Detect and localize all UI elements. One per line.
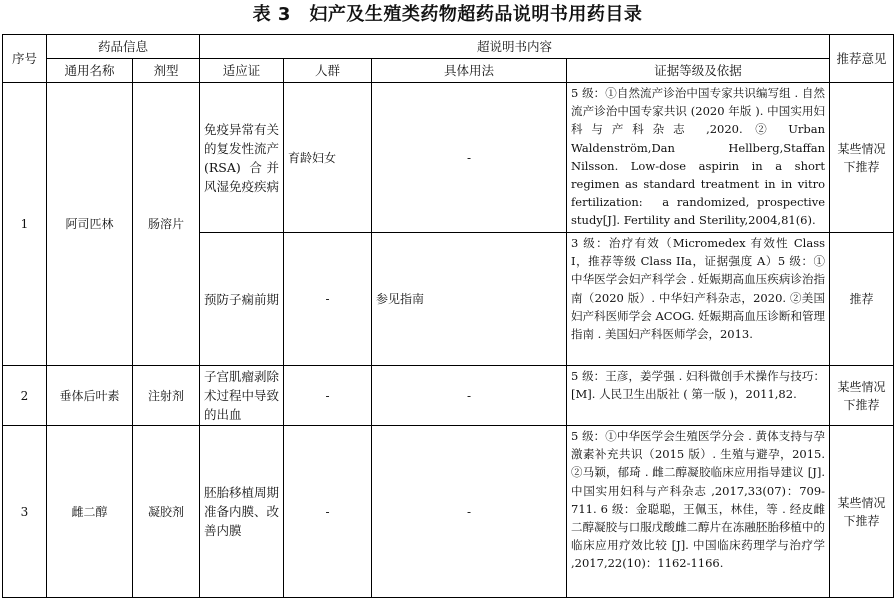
evidence-cell: 3 级：治疗有效（Micromedex 有效性 Class I，推荐等级 Class IIa，证据强度 A）5 级：①中华医学会妇产科学会 . 妊娠期高血压疾病诊治指南（2020 版）. 中华妇产科杂志，2020. ②美国妇产科医师学会 ACOG. 妊娠期高血压诊断和管理指南 . 美国妇产科医师学会，2013. bbox=[567, 233, 830, 366]
seq-cell: 1 bbox=[3, 83, 47, 366]
usage-cell: - bbox=[372, 426, 567, 598]
indication-cell: 免疫异常有关的复发性流产 (RSA) 合并风湿免疫疾病 bbox=[200, 83, 284, 233]
recommend-cell: 某些情况下推荐 bbox=[830, 83, 894, 233]
recommend-cell: 某些情况下推荐 bbox=[830, 426, 894, 598]
header-generic-name: 通用名称 bbox=[47, 59, 133, 83]
recommend-cell: 某些情况下推荐 bbox=[830, 366, 894, 426]
usage-cell: - bbox=[372, 366, 567, 426]
dosage-form-cell: 肠溶片 bbox=[133, 83, 200, 366]
seq-cell: 3 bbox=[3, 426, 47, 598]
header-population: 人群 bbox=[284, 59, 372, 83]
header-usage: 具体用法 bbox=[372, 59, 567, 83]
population-cell: 育龄妇女 bbox=[284, 83, 372, 233]
population-cell: - bbox=[284, 426, 372, 598]
header-drug-info: 药品信息 bbox=[47, 35, 200, 59]
header-row-2 bbox=[3, 59, 894, 83]
header-recommend: 推荐意见 bbox=[830, 35, 894, 83]
table-row bbox=[3, 366, 894, 426]
usage-cell: - bbox=[372, 83, 567, 233]
generic-name-cell: 垂体后叶素 bbox=[47, 366, 133, 426]
recommend-cell: 推荐 bbox=[830, 233, 894, 366]
evidence-cell: 5 级：①中华医学会生殖医学分会 . 黄体支持与孕激素补充共识（2015 版）. 生殖与避孕，2015. ②马颖，郁琦 . 雌二醇凝胶临床应用指导建议 [J]. 中国实用妇科与产科杂志 ,2017,33(07)：709-711. 6 级：金聪聪，王佩玉，林佳，等 . 经皮雌二醇凝胶与口服戊酸雌二醇片在冻融胚胎移植中的临床应用疗效比较 [J]. 中国临床药理学与治疗学 ,2017,22(10)：1162-1166. bbox=[567, 426, 830, 598]
evidence-cell: 5 级：王彦，姜学强 . 妇科微创手术操作与技巧：[M]. 人民卫生出版社 ( 第一版 )，2011,82. bbox=[567, 366, 830, 426]
generic-name-cell: 雌二醇 bbox=[47, 426, 133, 598]
table-title: 表 3 妇产及生殖类药物超药品说明书用药目录 bbox=[252, 4, 643, 25]
population-cell: - bbox=[284, 366, 372, 426]
usage-cell: 参见指南 bbox=[372, 233, 567, 366]
header-off-label: 超说明书内容 bbox=[200, 35, 830, 59]
table-row bbox=[3, 426, 894, 598]
header-seq: 序号 bbox=[3, 35, 47, 83]
dosage-form-cell: 凝胶剂 bbox=[133, 426, 200, 598]
drug-catalog-table bbox=[2, 34, 894, 598]
table-row bbox=[3, 83, 894, 233]
header-dosage-form: 剂型 bbox=[133, 59, 200, 83]
header-evidence: 证据等级及依据 bbox=[567, 59, 830, 83]
indication-cell: 胚胎移植周期准备内膜、改善内膜 bbox=[200, 426, 284, 598]
evidence-cell: 5 级：①自然流产诊治中国专家共识编写组 . 自然流产诊治中国专家共识 (2020 年版 ). 中国实用妇科与产科杂志 ,2020. ② Urban Waldenström,Dan Hellberg,Staffan Nilsson. Low-dose aspirin in a short regimen as standard treatment in in vitro fertilization: a randomized, prospective study[J]. Fertility and Sterility,2004,81(6). bbox=[567, 83, 830, 233]
indication-cell: 子宫肌瘤剥除术过程中导致的出血 bbox=[200, 366, 284, 426]
generic-name-cell: 阿司匹林 bbox=[47, 83, 133, 366]
population-cell: - bbox=[284, 233, 372, 366]
seq-cell: 2 bbox=[3, 366, 47, 426]
header-indication: 适应证 bbox=[200, 59, 284, 83]
indication-cell: 预防子痫前期 bbox=[200, 233, 284, 366]
dosage-form-cell: 注射剂 bbox=[133, 366, 200, 426]
header-row-1 bbox=[3, 35, 894, 59]
